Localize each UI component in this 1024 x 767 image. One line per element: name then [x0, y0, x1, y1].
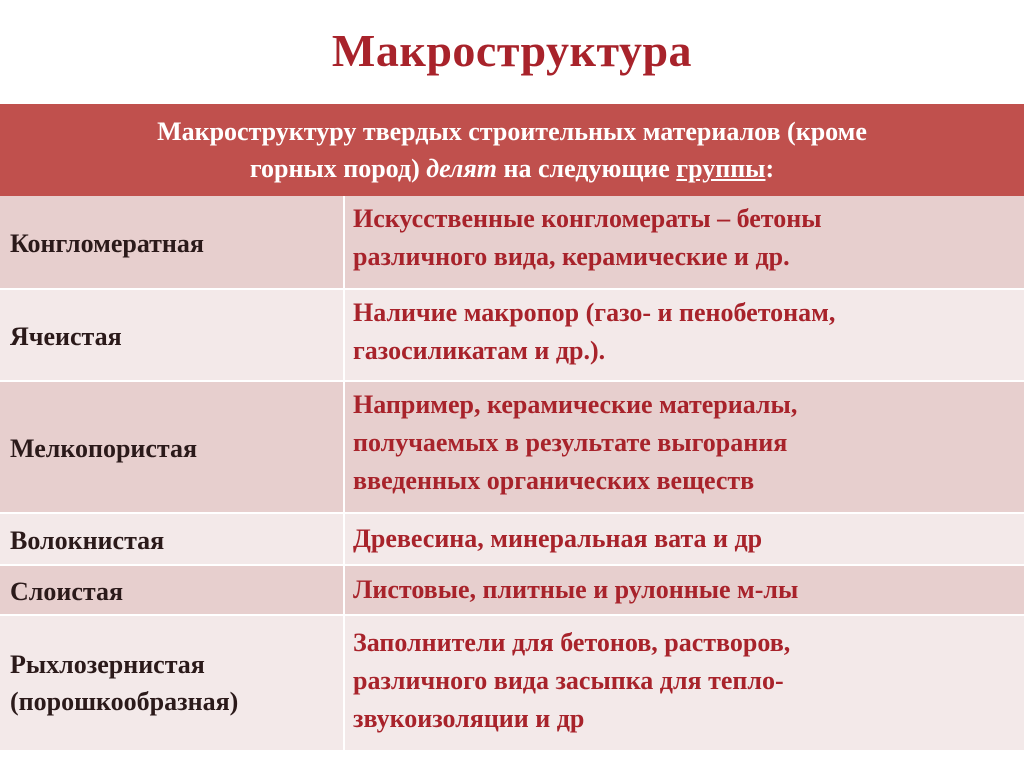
structure-name-line: Рыхлозернистая	[10, 650, 205, 679]
structure-name	[0, 196, 343, 290]
structure-name	[0, 616, 343, 750]
description-line: различного вида, керамические и др.	[353, 242, 790, 271]
header-line-1: Макроструктуру твердых строительных материалов (кроме	[157, 117, 867, 146]
structure-name-text: Ячеистая	[10, 321, 122, 351]
slide-title: Макроструктура	[331, 25, 693, 76]
description-line: введенных органических веществ	[353, 466, 755, 495]
header-line-2-start: горных пород)	[249, 154, 427, 183]
description-line: Заполнители для бетонов, растворов,	[353, 628, 791, 657]
description-line: получаемых в результате выгорания	[353, 428, 788, 457]
table-row	[0, 382, 1024, 514]
description-line: Листовые, плитные и рулонные м-лы	[353, 575, 799, 604]
structure-description	[345, 382, 1024, 514]
description-line: Наличие макропор (газо- и пенобетонам,	[353, 298, 836, 327]
table-header	[0, 104, 1024, 196]
structure-description	[345, 196, 1024, 290]
header-underlined-word: группы	[676, 154, 766, 183]
structure-name-text: Слоистая	[10, 576, 124, 606]
description-line: Искусственные конгломераты – бетоны	[353, 204, 822, 233]
header-line-2-end: :	[765, 154, 775, 183]
structure-name	[0, 566, 343, 616]
description-line: газосиликатам и др.).	[353, 336, 606, 365]
structure-name-line: (порошкообразная)	[10, 687, 239, 716]
description-line: Например, керамические материалы,	[353, 390, 798, 419]
table-row	[0, 514, 1024, 566]
header-line-2	[0, 150, 1024, 187]
header-italic-word: делят	[426, 154, 497, 183]
structure-description	[345, 566, 1024, 616]
table-row	[0, 616, 1024, 750]
structure-description	[345, 514, 1024, 566]
header-line-2-mid: на следующие	[497, 154, 677, 183]
table-row	[0, 566, 1024, 616]
table-row	[0, 196, 1024, 290]
table-row	[0, 290, 1024, 382]
structure-name	[0, 514, 343, 566]
description-line: звукоизоляции и др	[353, 704, 585, 733]
structure-name-text: Волокнистая	[10, 525, 165, 555]
structure-name	[0, 290, 343, 382]
structure-description	[345, 290, 1024, 382]
structure-name-text: Конгломератная	[10, 228, 204, 258]
structure-name	[0, 382, 343, 514]
description-line: Древесина, минеральная вата и др	[353, 524, 763, 553]
description-line: различного вида засыпка для тепло-	[353, 666, 784, 695]
structure-description	[345, 616, 1024, 750]
structure-name-text: Мелкопористая	[10, 433, 198, 463]
